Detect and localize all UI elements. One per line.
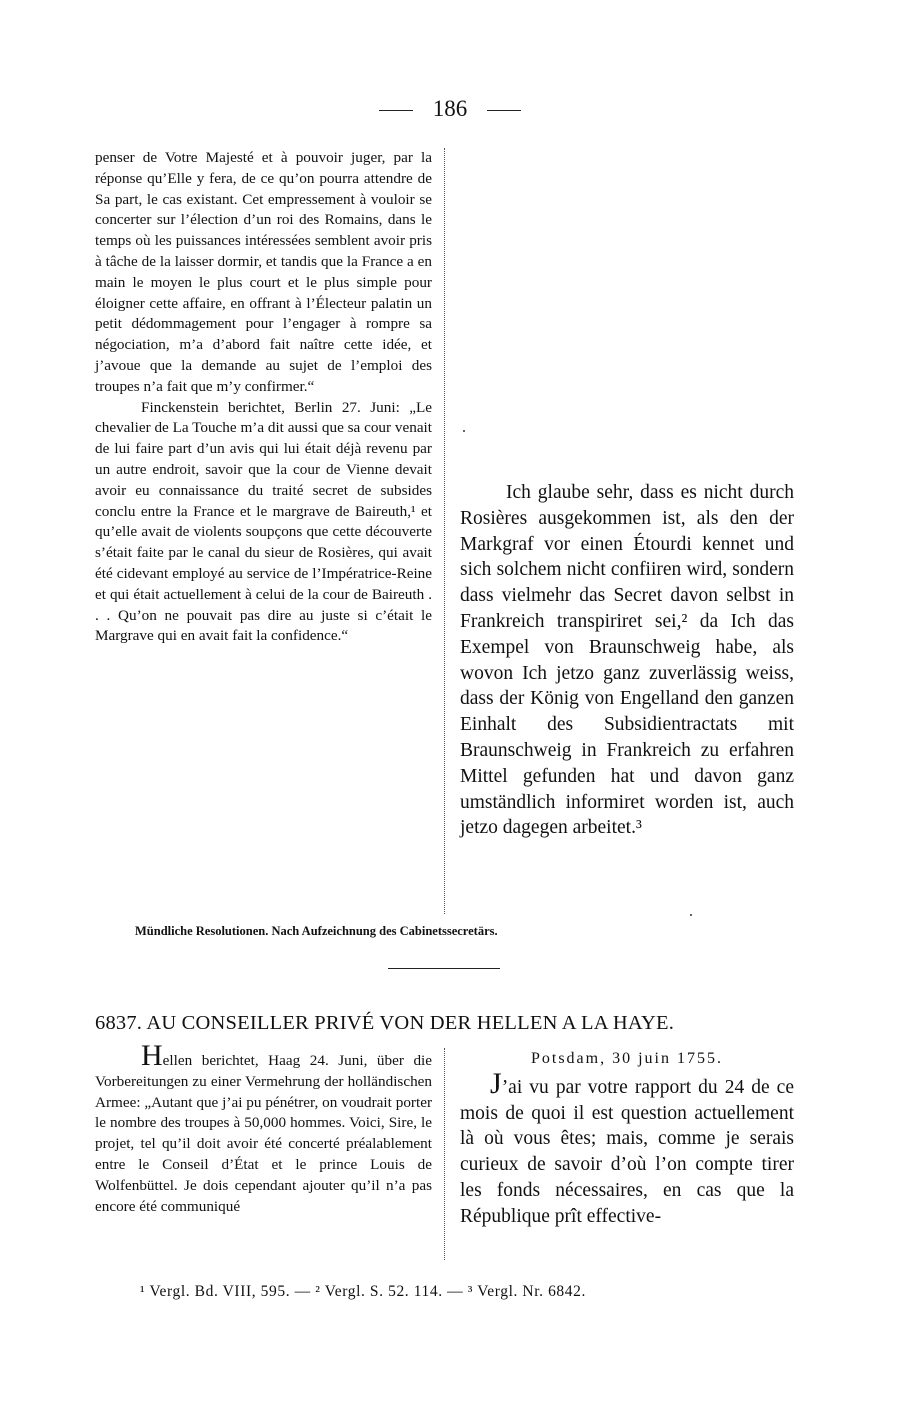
letter-body bbox=[460, 1066, 794, 1230]
dateline: Potsdam, 30 juin 1755. bbox=[530, 1050, 723, 1067]
dropcap-h: H bbox=[141, 1039, 163, 1072]
finckenstein-report: Finckenstein berichtet, Berlin 27. Juni: „Le chevalier de La Touche m’a dit aussi que sa cour venait de lui faire part d’un avis qui lui était déjà revenu par un autre endroit, savoir que la cour de Vienne devait avoir eu connaissance du traité secret de subsides conclu entre la France et le margrave de Baireuth,¹ et qu’elle avait de violents soupçons que cette découverte s’était faite par le canal du sieur de Rosières, qui avait été cidevant employé au service de l’Impératrice-Reine et qui était actuellement à celui de la cour de Baireuth . . . Qu’on ne pouvait pas dire au juste si c’était le Margrave qui en avait fait la confidence.“ bbox=[95, 398, 432, 645]
top-left-column bbox=[95, 148, 432, 647]
page-number: 186 bbox=[432, 96, 468, 121]
column-divider-top bbox=[444, 148, 445, 914]
print-speck bbox=[690, 914, 692, 916]
header-dash-right bbox=[487, 110, 521, 111]
letter-body-text: ’ai vu par votre rapport du 24 de ce mois de quoi il est question actuellement là où vous êtes; mais, comme je serais curieux de savoir d’où l’on compte tirer les fonds nécessaires, en cas que la République prît effective- bbox=[460, 1076, 794, 1227]
bottom-left-column bbox=[95, 1039, 432, 1217]
section-rule bbox=[388, 968, 500, 969]
print-speck bbox=[463, 430, 465, 432]
resolution-note: Mündliche Resolutionen. Nach Aufzeichnung des Cabinetssecretärs. bbox=[135, 924, 498, 938]
dropcap-j: J bbox=[490, 1066, 502, 1100]
report-continuation: penser de Votre Majesté et à pouvoir juger, par la réponse qu’Elle y fera, de ce qu’on pourra attendre de Sa part, le cas existant. Cet empressement à vouloir se concerter sur l’élection d’un roi des Romains, dans le temps où les puissances intéressées semblent avoir pris à tâche de la laisser dormir, et tandis que la France a en main le moyen le plus court et le plus simple pour éloigner cette affaire, en offrant à l’Électeur palatin un petit dédommagement pour l’engager à rompre sa négociation, m’a d’abord fait naître cette idée, et j’avoue que la demande au sujet de l’emploi des troupes n’a fait que m’y confirmer.“ bbox=[95, 149, 432, 395]
footnotes: ¹ Vergl. Bd. VIII, 595. — ² Vergl. S. 52. 114. — ³ Vergl. Nr. 6842. bbox=[140, 1283, 586, 1300]
hellen-report-text: ellen berichtet, Haag 24. Juni, über die Vorbereitungen zu einer Vermehrung der holländischen Armee: „Autant que j’ai pu pénétrer, on voudrait porter le nombre des troupes à 50,000 hommes. Voici, Sire, le projet, tel qu’il doit avoir été concerté préalablement entre le Conseil d’État et le prince Louis de Wolfenbüttel. Je dois cependant ajouter qu’il n’a pas encore été communiqué bbox=[95, 1052, 432, 1215]
bottom-right-column bbox=[460, 1046, 794, 1230]
column-divider-bottom bbox=[444, 1048, 445, 1260]
hellen-report bbox=[95, 1039, 432, 1217]
header-dash-left bbox=[379, 110, 413, 111]
document-heading: 6837. AU CONSEILLER PRIVÉ VON DER HELLEN A LA HAYE. bbox=[95, 1012, 675, 1034]
king-response: Ich glaube sehr, dass es nicht durch Rosières ausgekommen ist, als den der Markgraf vor einen Étourdi kennet und sich solchem nicht confiiren wird, sondern dass vielmehr das Secret davon selbst in Frankreich transpiriret sei,² da Ich das Exempel von Braunschweig habe, als wovon Ich jetzo ganz zuverlässig weiss, dass der König von Engelland den ganzen Einhalt des Subsidientractats mit Braunschweig in Frankreich zu erfahren Mittel gefunden hat und davon ganz umständlich informiret worden ist, auch jetzo dagegen arbeitet.³ bbox=[460, 482, 794, 839]
top-right-column bbox=[460, 480, 794, 841]
page-header bbox=[0, 96, 900, 122]
